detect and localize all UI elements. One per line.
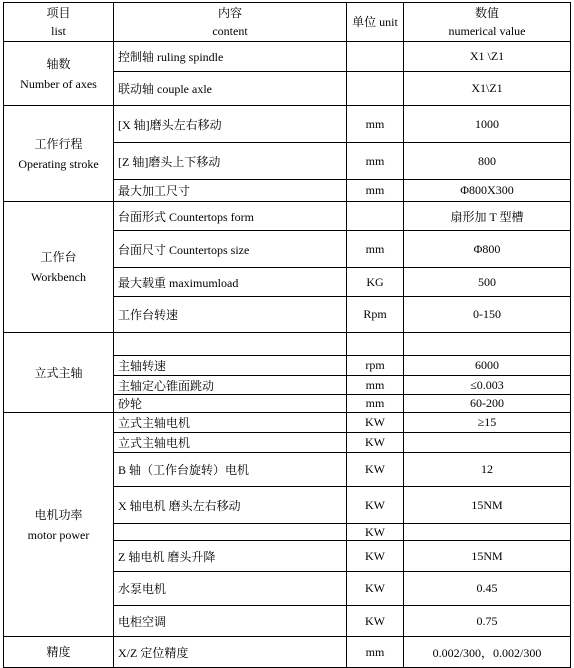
header-value-cell [404,3,571,42]
content-cell [114,333,347,356]
value-cell: 500 [404,268,571,297]
content-cell: 台面形式 Countertops form [114,202,347,231]
unit-cell: rpm [347,356,404,376]
value-cell [404,433,571,453]
unit-cell: KW [347,524,404,541]
category-label-zh: 电机功率 [34,507,83,522]
spec-table [3,2,571,668]
unit-cell [347,333,404,356]
content-cell: 水泵电机 [114,572,347,606]
content-cell: 最大加工尺寸 [114,180,347,202]
content-cell: 主轴转速 [114,356,347,376]
content-cell: 台面尺寸 Countertops size [114,231,347,268]
category-cell-motor-power [4,413,114,637]
value-cell: 800 [404,143,571,180]
unit-cell: mm [347,637,404,668]
value-cell: X1\Z1 [404,72,571,106]
table-row [4,202,571,231]
unit-cell: KW [347,413,404,433]
header-row [4,3,571,42]
value-cell: 0.45 [404,572,571,606]
header-content-zh: 内容 [217,6,242,20]
content-cell: 主轴定心锥面跳动 [114,376,347,395]
content-cell: [Z 轴]磨头上下移动 [114,143,347,180]
category-label-zh: 工作行程 [34,136,83,151]
category-cell-stroke [4,106,114,202]
content-cell: 电柜空调 [114,606,347,637]
content-cell: X/Z 定位精度 [114,637,347,668]
category-label-zh: 精度 [46,645,71,659]
table-row [4,42,571,72]
value-cell: 12 [404,453,571,487]
category-label-zh: 轴数 [46,56,71,71]
unit-cell: mm [347,106,404,143]
content-cell: 联动轴 couple axle [114,72,347,106]
unit-cell: KW [347,606,404,637]
value-cell: Φ800 [404,231,571,268]
value-cell: X1 \Z1 [404,42,571,72]
header-unit-cell [347,3,404,42]
unit-cell [347,42,404,72]
header-item-cell [4,3,114,42]
content-cell: 立式主轴电机 [114,413,347,433]
value-cell: 6000 [404,356,571,376]
value-cell: 0.75 [404,606,571,637]
header-item-zh: 项目 [46,6,71,20]
content-cell: 立式主轴电机 [114,433,347,453]
content-cell: 最大载重 maximumload [114,268,347,297]
value-cell [404,524,571,541]
value-cell: 1000 [404,106,571,143]
unit-cell: mm [347,231,404,268]
header-item-en: list [51,24,66,38]
value-cell: 0.002/300，0.002/300 [404,637,571,668]
header-content-cell [114,3,347,42]
category-cell-axes [4,42,114,106]
unit-cell: mm [347,180,404,202]
value-cell: 15NM [404,541,571,572]
header-value-en: numerical value [448,24,526,38]
content-cell [114,524,347,541]
content-cell: X 轴电机 磨头左右移动 [114,487,347,524]
category-label-en: Workbench [30,270,86,284]
unit-cell: mm [347,143,404,180]
table-row [4,413,571,433]
unit-cell: mm [347,376,404,395]
category-cell-workbench [4,202,114,333]
table-row [4,637,571,668]
content-cell: B 轴（工作台旋转）电机 [114,453,347,487]
unit-cell [347,202,404,231]
unit-cell: KG [347,268,404,297]
content-cell: 控制轴 ruling spindle [114,42,347,72]
category-label-en: Number of axes [20,76,97,91]
unit-cell: KW [347,541,404,572]
value-cell: Φ800X300 [404,180,571,202]
header-value-zh: 数值 [474,6,499,20]
category-label-en: motor power [27,527,90,542]
unit-cell [347,72,404,106]
category-label-zh: 立式主轴 [34,365,83,380]
unit-cell: KW [347,572,404,606]
spec-table-body [4,3,571,668]
category-cell-precision [4,637,114,668]
content-cell: 工作台转速 [114,297,347,333]
value-cell: 扇形加 T 型槽 [404,202,571,231]
header-content-en: content [212,24,248,38]
value-cell: 0-150 [404,297,571,333]
category-label-en: Operating stroke [18,156,99,171]
content-cell: Z 轴电机 磨头升降 [114,541,347,572]
unit-cell: KW [347,487,404,524]
value-cell: 15NM [404,487,571,524]
table-row [4,333,571,356]
table-row [4,106,571,143]
category-cell-vertical-spindle [4,333,114,413]
unit-cell: KW [347,453,404,487]
category-label-zh: 工作台 [40,250,77,264]
unit-cell: Rpm [347,297,404,333]
value-cell [404,333,571,356]
unit-cell: KW [347,433,404,453]
content-cell: 砂轮 [114,395,347,413]
unit-cell: mm [347,395,404,413]
content-cell: [X 轴]磨头左右移动 [114,106,347,143]
value-cell: ≥15 [404,413,571,433]
value-cell: ≤0.003 [404,376,571,395]
header-unit: 单位 unit [352,15,398,29]
value-cell: 60-200 [404,395,571,413]
